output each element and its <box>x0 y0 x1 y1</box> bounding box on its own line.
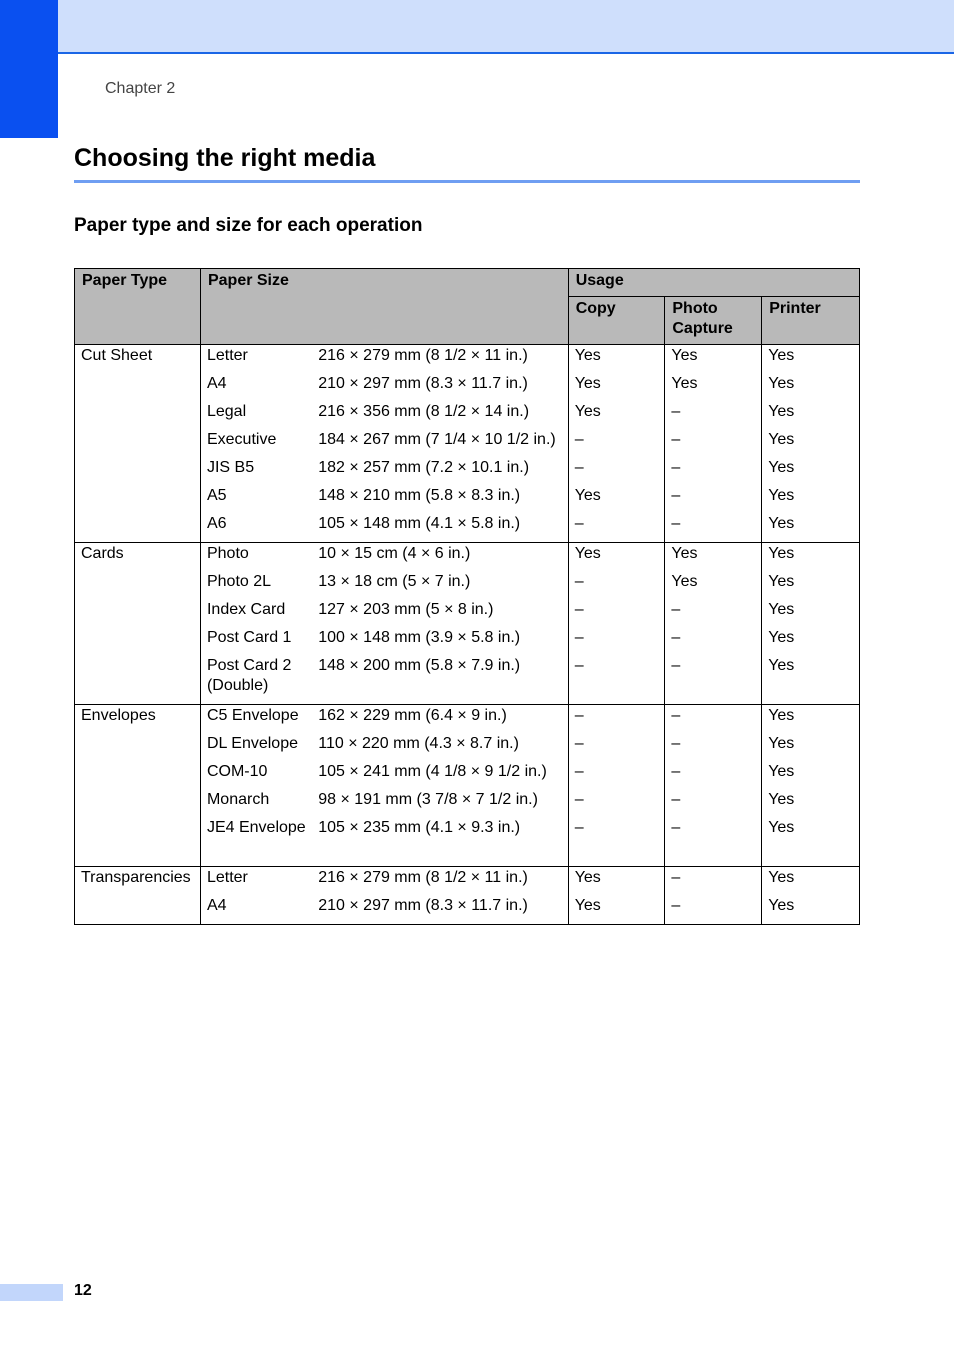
header-copy: Copy <box>568 297 665 345</box>
size-dimensions-cell: 148 × 200 mm (5.8 × 7.9 in.) <box>312 656 568 705</box>
copy-cell: Yes <box>568 486 665 514</box>
photo-capture-cell: – <box>665 628 762 656</box>
size-dimensions-cell: 100 × 148 mm (3.9 × 5.8 in.) <box>312 628 568 656</box>
size-name-cell: Post Card 2 (Double) <box>200 656 312 705</box>
header-band <box>0 0 954 54</box>
copy-cell: – <box>568 458 665 486</box>
size-dimensions-cell: 110 × 220 mm (4.3 × 8.7 in.) <box>312 734 568 762</box>
size-name-cell: A5 <box>200 486 312 514</box>
photo-capture-cell: – <box>665 896 762 925</box>
photo-capture-cell: Yes <box>665 374 762 402</box>
photo-capture-cell: – <box>665 734 762 762</box>
size-name-cell: Monarch <box>200 790 312 818</box>
copy-cell: Yes <box>568 896 665 925</box>
printer-cell: Yes <box>762 705 860 735</box>
size-dimensions-cell: 216 × 356 mm (8 1/2 × 14 in.) <box>312 402 568 430</box>
size-dimensions-cell: 148 × 210 mm (5.8 × 8.3 in.) <box>312 486 568 514</box>
header-paper-size: Paper Size <box>200 269 568 345</box>
table-row <box>75 867 860 897</box>
size-name-cell: Executive <box>200 430 312 458</box>
paper-type-cell: Cut Sheet <box>75 345 201 543</box>
photo-capture-cell: – <box>665 458 762 486</box>
size-name-cell: JE4 Envelope <box>200 818 312 867</box>
size-name-cell: Post Card 1 <box>200 628 312 656</box>
copy-cell: – <box>568 790 665 818</box>
photo-capture-cell: – <box>665 790 762 818</box>
size-dimensions-cell: 127 × 203 mm (5 × 8 in.) <box>312 600 568 628</box>
printer-cell: Yes <box>762 600 860 628</box>
size-dimensions-cell: 98 × 191 mm (3 7/8 × 7 1/2 in.) <box>312 790 568 818</box>
chapter-label: Chapter 2 <box>105 80 176 97</box>
title-rule <box>74 180 860 183</box>
photo-capture-cell: – <box>665 818 762 867</box>
paper-type-cell: Envelopes <box>75 705 201 867</box>
table-row <box>75 345 860 375</box>
size-dimensions-cell: 216 × 279 mm (8 1/2 × 11 in.) <box>312 345 568 375</box>
page-number: 12 <box>74 1282 92 1299</box>
printer-cell: Yes <box>762 374 860 402</box>
copy-cell: – <box>568 762 665 790</box>
copy-cell: – <box>568 514 665 543</box>
header-photo-capture: Photo Capture <box>665 297 762 345</box>
paper-type-cell: Transparencies <box>75 867 201 925</box>
table-body <box>75 345 860 925</box>
copy-cell: Yes <box>568 374 665 402</box>
size-dimensions-cell: 105 × 235 mm (4.1 × 9.3 in.) <box>312 818 568 867</box>
printer-cell: Yes <box>762 572 860 600</box>
copy-cell: Yes <box>568 345 665 375</box>
copy-cell: – <box>568 600 665 628</box>
copy-cell: – <box>568 572 665 600</box>
section-title: Paper type and size for each operation <box>74 215 423 236</box>
table-row <box>75 705 860 735</box>
size-name-cell: Photo 2L <box>200 572 312 600</box>
printer-cell: Yes <box>762 543 860 573</box>
copy-cell: – <box>568 818 665 867</box>
size-name-cell: Letter <box>200 345 312 375</box>
size-name-cell: Legal <box>200 402 312 430</box>
photo-capture-cell: – <box>665 430 762 458</box>
printer-cell: Yes <box>762 458 860 486</box>
printer-cell: Yes <box>762 896 860 925</box>
size-name-cell: C5 Envelope <box>200 705 312 735</box>
paper-type-cell: Cards <box>75 543 201 705</box>
size-dimensions-cell: 184 × 267 mm (7 1/4 × 10 1/2 in.) <box>312 430 568 458</box>
header-paper-type: Paper Type <box>75 269 201 345</box>
size-dimensions-cell: 210 × 297 mm (8.3 × 11.7 in.) <box>312 896 568 925</box>
size-dimensions-cell: 182 × 257 mm (7.2 × 10.1 in.) <box>312 458 568 486</box>
photo-capture-cell: – <box>665 867 762 897</box>
printer-cell: Yes <box>762 818 860 867</box>
table-row <box>75 543 860 573</box>
printer-cell: Yes <box>762 656 860 705</box>
photo-capture-cell: – <box>665 600 762 628</box>
printer-cell: Yes <box>762 867 860 897</box>
photo-capture-cell: – <box>665 656 762 705</box>
photo-capture-cell: – <box>665 402 762 430</box>
size-name-cell: Photo <box>200 543 312 573</box>
size-dimensions-cell: 10 × 15 cm (4 × 6 in.) <box>312 543 568 573</box>
size-name-cell: DL Envelope <box>200 734 312 762</box>
printer-cell: Yes <box>762 762 860 790</box>
photo-capture-cell: – <box>665 514 762 543</box>
chapter-tab <box>0 0 58 138</box>
size-name-cell: A4 <box>200 896 312 925</box>
printer-cell: Yes <box>762 345 860 375</box>
printer-cell: Yes <box>762 790 860 818</box>
photo-capture-cell: – <box>665 486 762 514</box>
copy-cell: Yes <box>568 867 665 897</box>
printer-cell: Yes <box>762 430 860 458</box>
size-dimensions-cell: 105 × 148 mm (4.1 × 5.8 in.) <box>312 514 568 543</box>
copy-cell: – <box>568 734 665 762</box>
copy-cell: Yes <box>568 543 665 573</box>
copy-cell: – <box>568 430 665 458</box>
size-dimensions-cell: 210 × 297 mm (8.3 × 11.7 in.) <box>312 374 568 402</box>
photo-capture-cell: – <box>665 762 762 790</box>
size-dimensions-cell: 162 × 229 mm (6.4 × 9 in.) <box>312 705 568 735</box>
header-printer: Printer <box>762 297 860 345</box>
photo-capture-cell: Yes <box>665 345 762 375</box>
printer-cell: Yes <box>762 514 860 543</box>
copy-cell: – <box>568 656 665 705</box>
footer-bar <box>0 1284 63 1301</box>
printer-cell: Yes <box>762 402 860 430</box>
size-dimensions-cell: 216 × 279 mm (8 1/2 × 11 in.) <box>312 867 568 897</box>
photo-capture-cell: Yes <box>665 543 762 573</box>
photo-capture-cell: Yes <box>665 572 762 600</box>
media-table <box>74 268 860 925</box>
size-name-cell: Index Card <box>200 600 312 628</box>
copy-cell: Yes <box>568 402 665 430</box>
size-name-cell: A6 <box>200 514 312 543</box>
size-name-cell: A4 <box>200 374 312 402</box>
size-name-cell: JIS B5 <box>200 458 312 486</box>
copy-cell: – <box>568 628 665 656</box>
copy-cell: – <box>568 705 665 735</box>
size-dimensions-cell: 13 × 18 cm (5 × 7 in.) <box>312 572 568 600</box>
printer-cell: Yes <box>762 628 860 656</box>
size-dimensions-cell: 105 × 241 mm (4 1/8 × 9 1/2 in.) <box>312 762 568 790</box>
page-title: Choosing the right media <box>74 144 376 172</box>
size-name-cell: COM-10 <box>200 762 312 790</box>
size-name-cell: Letter <box>200 867 312 897</box>
printer-cell: Yes <box>762 734 860 762</box>
header-usage: Usage <box>568 269 859 297</box>
printer-cell: Yes <box>762 486 860 514</box>
photo-capture-cell: – <box>665 705 762 735</box>
